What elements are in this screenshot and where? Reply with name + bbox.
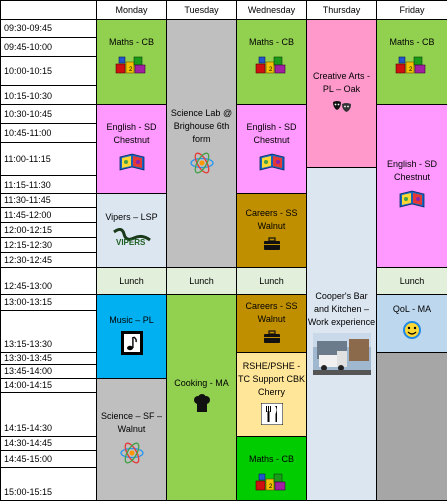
wednesday-rshe-pshe-label: RSHE/PSHE - TC Support CBK Cherry — [237, 361, 306, 397]
time-slot-label: 09:30-09:45 — [4, 23, 53, 33]
friday-qol-label: QoL - MA — [392, 304, 432, 314]
wednesday-maths-2 — [236, 436, 307, 501]
time-slot — [0, 237, 97, 253]
thursday-creative-arts-label: Creative Arts - PL – Oak — [312, 70, 370, 94]
time-slot — [0, 467, 97, 501]
time-slot-label: 12:30-12:45 — [4, 254, 53, 265]
thursday-creative-arts — [306, 19, 377, 168]
book-icon — [118, 151, 146, 177]
time-slot-label: 14:45-15:00 — [4, 453, 53, 464]
briefcase-icon — [263, 237, 281, 255]
tuesday-science-lab-label: Science Lab @ Brighouse 6th form — [170, 108, 233, 144]
wednesday-careers — [236, 193, 307, 268]
time-slot — [0, 450, 97, 468]
wednesday-careers-2 — [236, 294, 307, 353]
cutlery-icon — [261, 403, 283, 429]
friday-english-label: English - SD Chestnut — [386, 159, 438, 182]
corner-header — [0, 0, 97, 20]
thursday-coopers-work-experience-label: Cooper's Bar and Kitchen – Work experience — [307, 290, 376, 327]
time-slot-label: 09:45-10:00 — [4, 41, 53, 52]
time-slot-label: 12:45-13:00 — [4, 281, 53, 291]
friday-qol — [376, 294, 447, 353]
blocks-icon — [255, 470, 289, 496]
wednesday-english — [236, 104, 307, 194]
tuesday-cooking-label: Cooking - MA — [174, 378, 229, 388]
time-slot-label: 14:30-14:45 — [4, 438, 53, 448]
time-slot-label: 14:15-14:30 — [4, 423, 53, 433]
time-slot-label: 10:45-11:00 — [4, 127, 52, 138]
day-header-friday — [376, 0, 447, 20]
wednesday-lunch-label: Lunch — [259, 275, 284, 286]
day-header-wednesday — [236, 0, 307, 20]
svg-text:2: 2 — [409, 67, 413, 73]
day-header-thursday — [306, 0, 377, 20]
monday-science — [96, 378, 167, 501]
time-slot — [0, 364, 97, 379]
smiley-icon — [401, 320, 423, 344]
blocks-icon — [255, 53, 289, 79]
svg-text:VIPERS: VIPERS — [115, 238, 145, 246]
wednesday-rshe-pshe — [236, 352, 307, 437]
time-slot-label: 10:15-10:30 — [4, 91, 53, 101]
svg-text:2: 2 — [268, 484, 272, 490]
time-slot — [0, 85, 97, 105]
time-slot — [0, 294, 97, 311]
vipers-logo-icon — [112, 228, 152, 250]
day-header-friday-label: Friday — [399, 4, 425, 15]
svg-text:2: 2 — [128, 67, 132, 73]
atom-icon — [119, 440, 145, 470]
wednesday-maths-2-label: Maths - CB — [248, 454, 294, 464]
blocks-icon — [395, 53, 429, 79]
time-slot — [0, 175, 97, 194]
svg-text:2: 2 — [268, 67, 272, 73]
time-slot — [0, 56, 97, 86]
wednesday-lunch — [236, 267, 307, 295]
time-slot — [0, 142, 97, 176]
monday-maths-label: Maths - CB — [108, 37, 154, 47]
tuesday-lunch-label: Lunch — [189, 275, 214, 286]
time-slot-label: 11:30-11:45 — [4, 195, 51, 205]
day-header-tuesday-label: Tuesday — [184, 4, 219, 15]
monday-lunch-label: Lunch — [119, 275, 144, 286]
time-slot — [0, 193, 97, 208]
time-slot-label: 13:00-13:15 — [4, 297, 53, 307]
day-header-tuesday — [166, 0, 237, 20]
time-slot-label: 13:15-13:30 — [4, 339, 53, 349]
time-slot-label: 12:00-12:15 — [4, 224, 53, 235]
monday-maths — [96, 19, 167, 105]
monday-english-label: English - SD Chestnut — [106, 122, 157, 145]
wednesday-maths — [236, 19, 307, 105]
book-icon — [398, 188, 426, 214]
tuesday-lunch — [166, 267, 237, 295]
time-slot — [0, 207, 97, 223]
wednesday-maths-label: Maths - CB — [248, 37, 294, 47]
time-slot — [0, 123, 97, 143]
wednesday-careers-2-label: Careers - SS Walnut — [245, 300, 298, 324]
time-slot — [0, 378, 97, 393]
monday-music-label: Music – PL — [109, 315, 154, 325]
thursday-coopers-work-experience — [306, 167, 377, 501]
friday-empty — [376, 352, 447, 501]
time-slot-label: 11:00-11:15 — [4, 153, 51, 164]
tuesday-science-lab — [166, 19, 237, 268]
wednesday-careers-label: Careers - SS Walnut — [245, 207, 298, 231]
day-header-monday — [96, 0, 167, 20]
monday-science-label: Science – SF – Walnut — [100, 410, 163, 434]
time-slot — [0, 392, 97, 437]
wednesday-english-label: English - SD Chestnut — [246, 122, 297, 145]
monday-music — [96, 294, 167, 379]
monday-vipers — [96, 193, 167, 268]
theatre-masks-icon — [332, 100, 352, 118]
time-slot — [0, 37, 97, 57]
time-slot — [0, 436, 97, 451]
shopfront-photo-icon — [313, 333, 371, 379]
time-slot-label: 10:00-10:15 — [4, 65, 53, 76]
friday-maths — [376, 19, 447, 105]
day-header-wednesday-label: Wednesday — [247, 4, 296, 15]
chef-hat-icon — [193, 394, 211, 418]
music-note-icon — [121, 331, 143, 359]
time-slot-label: 12:15-12:30 — [4, 239, 53, 250]
day-header-monday-label: Monday — [115, 4, 148, 15]
time-slot — [0, 310, 97, 353]
time-slot-label: 13:45-14:00 — [4, 366, 53, 376]
friday-english — [376, 104, 447, 268]
time-slot-label: 14:00-14:15 — [4, 380, 53, 390]
time-slot-label: 10:30-10:45 — [4, 108, 53, 119]
time-slot-label: 11:45-12:00 — [4, 209, 52, 220]
time-slot — [0, 222, 97, 238]
book-icon — [258, 151, 286, 177]
friday-maths-label: Maths - CB — [389, 37, 435, 47]
time-slot-label: 15:00-15:15 — [4, 487, 53, 497]
blocks-icon — [115, 53, 149, 79]
monday-lunch — [96, 267, 167, 295]
briefcase-icon — [263, 330, 281, 348]
time-slot — [0, 267, 97, 295]
time-slot-label: 13:30-13:45 — [4, 353, 53, 363]
tuesday-cooking — [166, 294, 237, 501]
monday-english — [96, 104, 167, 194]
day-header-thursday-label: Thursday — [322, 4, 361, 15]
time-slot — [0, 19, 97, 38]
atom-icon — [189, 150, 215, 180]
time-slot — [0, 104, 97, 124]
time-slot-label: 11:15-11:30 — [4, 180, 51, 190]
friday-lunch — [376, 267, 447, 295]
time-slot — [0, 252, 97, 268]
monday-vipers-label: Vipers – LSP — [105, 212, 158, 222]
friday-lunch-label: Lunch — [399, 275, 425, 286]
